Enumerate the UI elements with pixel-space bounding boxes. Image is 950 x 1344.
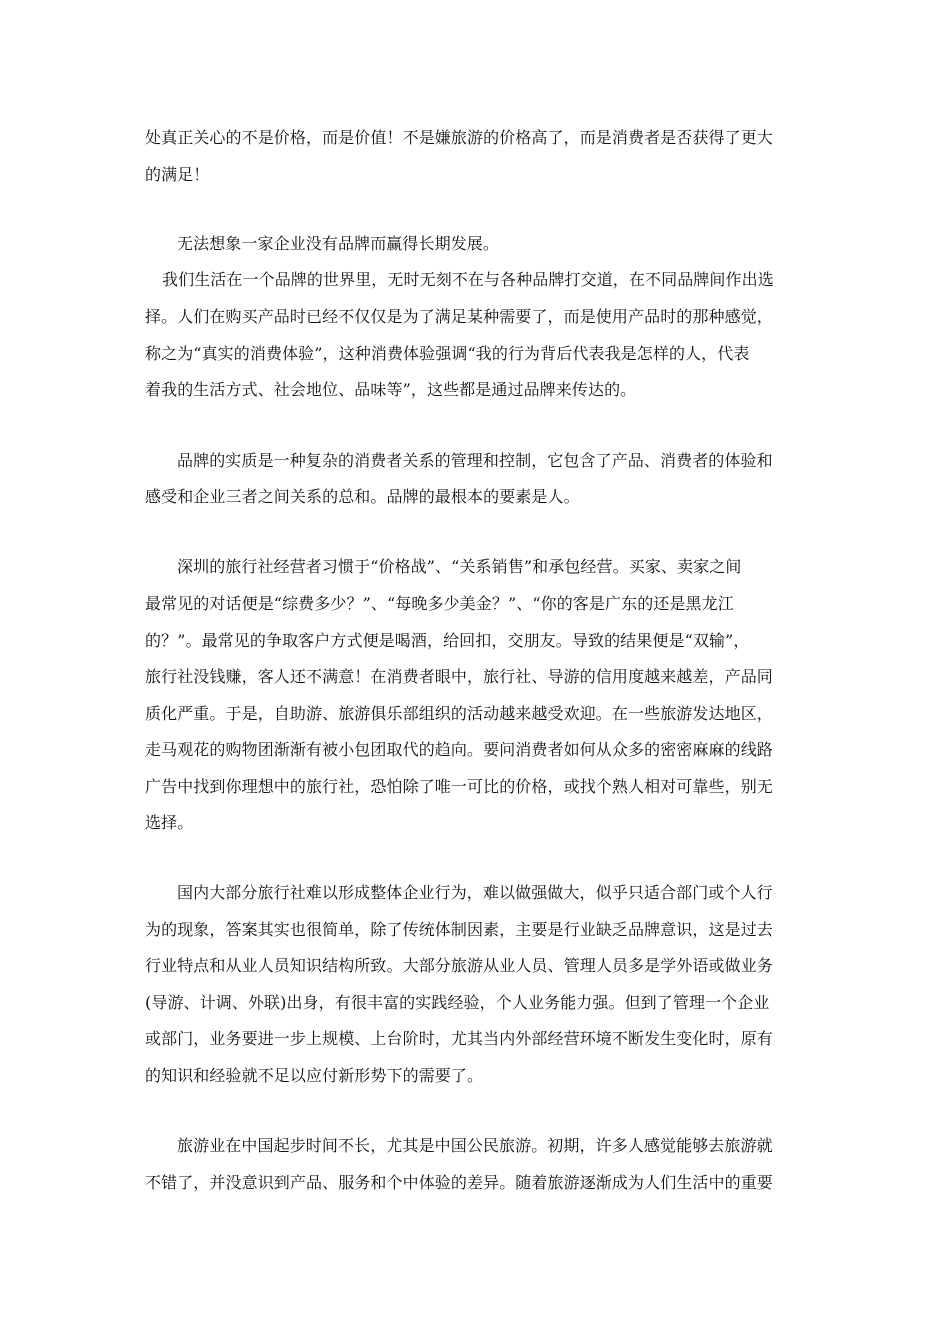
text-line: 的知识和经验就不足以应付新形势下的需要了。	[145, 1066, 484, 1085]
text-line: 最常见的对话便是“综费多少？”、“每晚多少美金？”、“你的客是广东的还是黑龙江	[145, 594, 734, 613]
text-line: 品牌的实质是一种复杂的消费者关系的管理和控制，它包含了产品、消费者的体验和	[177, 451, 773, 470]
text-line: 选择。	[145, 813, 194, 832]
text-line: 质化严重。于是，自助游、旅游俱乐部组织的活动越来越受欢迎。在一些旅游发达地区，	[145, 704, 773, 723]
text-line: 走马观花的购物团渐渐有被小包团取代的趋向。要问消费者如何从众多的密密麻麻的线路	[145, 740, 773, 759]
text-line: 为的现象，答案其实也很简单，除了传统体制因素，主要是行业缺乏品牌意识，这是过去	[145, 920, 773, 939]
text-line: 深圳的旅行社经营者习惯于“价格战”、“关系销售”和承包经营。买家、卖家之间	[177, 557, 742, 576]
text-line: 国内大部分旅行社难以形成整体企业行为，难以做强做大，似乎只适合部门或个人行	[177, 883, 773, 902]
text-line: 行业特点和从业人员知识结构所致。大部分旅游从业人员、管理人员多是学外语或做业务	[145, 956, 773, 975]
text-line: 着我的生活方式、社会地位、品味等”，这些都是通过品牌来传达的。	[145, 380, 637, 399]
text-line: 我们生活在一个品牌的世界里，无时无刻不在与各种品牌打交道，在不同品牌间作出选	[162, 270, 774, 289]
text-line: 感受和企业三者之间关系的总和。品牌的最根本的要素是人。	[145, 487, 580, 506]
text-line: 无法想象一家企业没有品牌而赢得长期发展。	[177, 234, 500, 253]
text-line: 称之为“真实的消费体验”，这种消费体验强调“我的行为背后代表我是怎样的人，代表	[145, 344, 750, 363]
text-line: 择。人们在购买产品时已经不仅仅是为了满足某种需要了，而是使用产品时的那种感觉，	[145, 307, 773, 326]
text-line: (导游、计调、外联)出身，有很丰富的实践经验，个人业务能力强。但到了管理一个企业	[145, 993, 770, 1012]
text-line: 的？”。最常见的争取客户方式便是喝酒，给回扣，交朋友。导致的结果便是“双输”，	[145, 631, 750, 650]
text-line: 不错了，并没意识到产品、服务和个中体验的差异。随着旅游逐渐成为人们生活中的重要	[145, 1173, 773, 1192]
text-line: 的满足！	[145, 165, 210, 184]
text-line: 或部门，业务要进一步上规模、上台阶时，尤其当内外部经营环境不断发生变化时，原有	[145, 1029, 773, 1048]
text-line: 处真正关心的不是价格，而是价值！不是嫌旅游的价格高了，而是消费者是否获得了更大	[145, 128, 773, 147]
text-line: 旅行社没钱赚，客人还不满意！在消费者眼中，旅行社、导游的信用度越来越差，产品同	[145, 667, 773, 686]
text-line: 旅游业在中国起步时间不长，尤其是中国公民旅游。初期，许多人感觉能够去旅游就	[177, 1136, 773, 1155]
text-line: 广告中找到你理想中的旅行社，恐怕除了唯一可比的价格，或找个熟人相对可靠些，别无	[145, 777, 773, 796]
